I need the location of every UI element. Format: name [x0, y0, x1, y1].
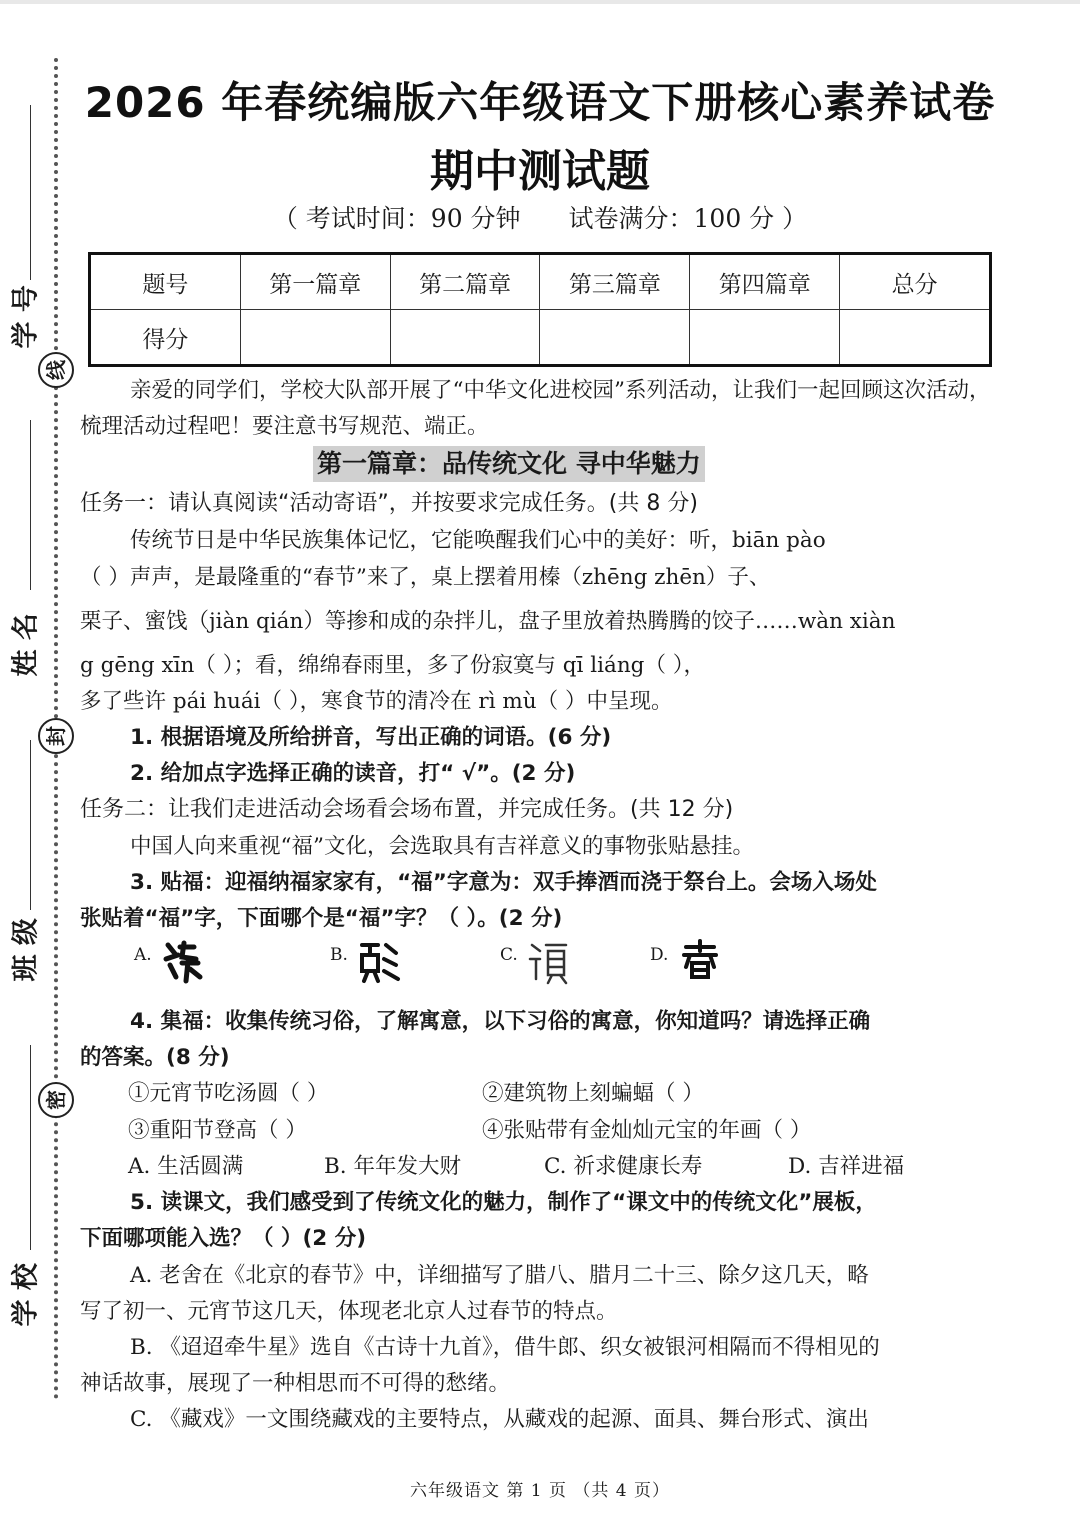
- option-d-label: D.: [650, 945, 669, 965]
- question-4-line-2: 的答案。(8 分): [80, 1045, 230, 1070]
- score-header-cell: 第二篇章: [390, 254, 540, 310]
- score-header-cell: 第四篇章: [690, 254, 840, 310]
- score-header-cell: 总分: [840, 254, 991, 310]
- score-table: [88, 252, 992, 367]
- question-5-line-1: 5. 读课文，我们感受到了传统文化的魅力，制作了“课文中的传统文化”展板，: [130, 1190, 877, 1215]
- score-cell[interactable]: [840, 310, 991, 366]
- question-2: 2. 给加点字选择正确的读音，打“ √”。(2 分): [130, 761, 576, 786]
- passage-line-2: （ ）声声，是最隆重的“春节”来了，桌上摆着用榛（zhēng zhēn）子、: [80, 565, 771, 590]
- full-score: 试卷满分：100 分 ）: [568, 204, 808, 233]
- class-label: 班 级: [10, 918, 42, 982]
- score-cell[interactable]: [390, 310, 540, 366]
- task1-title: 任务一：请认真阅读“活动寄语”，并按要求完成任务。(共 8 分): [80, 491, 698, 516]
- task2-intro: 中国人向来重视“福”文化，会选取具有吉祥意义的事物张贴悬挂。: [130, 834, 754, 859]
- school-label: 学 校: [10, 1263, 42, 1327]
- option-c-label: C.: [500, 945, 518, 965]
- q5-option-a-line-1: A. 老舍在《北京的春节》中，详细描写了腊八、腊月二十三、除夕这几天，略: [130, 1263, 869, 1288]
- student-id-label: 学 号: [10, 285, 42, 349]
- name-label: 姓 名: [10, 613, 42, 677]
- seal-mi: 密: [38, 1082, 74, 1118]
- seal-feng: 封: [38, 718, 74, 754]
- score-table-score-row: [90, 310, 991, 366]
- score-cell[interactable]: [690, 310, 840, 366]
- score-cell[interactable]: [240, 310, 390, 366]
- exam-time: （ 考试时间：90 分钟: [272, 204, 521, 233]
- exam-info: [80, 199, 1000, 235]
- ancient-glyph-c-icon: [526, 937, 574, 985]
- score-table-header-row: [90, 254, 991, 310]
- top-border: [0, 0, 1080, 4]
- question-3-line-1: 3. 贴福：迎福纳福家家有，“福”字意为：双手捧酒而浇于祭台上。会场入场处: [130, 870, 877, 895]
- q4-item-4: ④张贴带有金灿灿元宝的年画（ ）: [482, 1118, 812, 1143]
- option-c[interactable]: [500, 945, 518, 965]
- chapter1-heading: 第一篇章：品传统文化 寻中华魅力: [313, 446, 705, 482]
- ancient-glyph-b-icon: [356, 937, 404, 985]
- question-3-options: [120, 945, 820, 1005]
- passage-line-3: 栗子、蜜饯（jiàn qián）等掺和成的杂拌儿，盘子里放着热腾腾的饺子……wàn xiàn: [80, 609, 896, 634]
- q4-item-2: ②建筑物上刻蝙蝠（ ）: [482, 1081, 704, 1106]
- passage-line-5: 多了些许 pái huái（ ），寒食节的清冷在 rì mù（ ）中呈现。: [80, 689, 673, 714]
- option-d[interactable]: [650, 945, 668, 965]
- q4-choice-b: B. 年年发大财: [324, 1154, 461, 1179]
- q5-option-b-line-1: B. 《迢迢牵牛星》选自《古诗十九首》，借牛郎、织女被银河相隔而不得相见的: [130, 1335, 880, 1360]
- q4-choice-d: D. 吉祥进福: [788, 1154, 905, 1179]
- score-cell[interactable]: [540, 310, 690, 366]
- option-b[interactable]: [330, 945, 348, 965]
- exam-subtitle: 期中测试题: [430, 146, 650, 197]
- exam-title: 2026 年春统编版六年级语文下册核心素养试卷: [84, 78, 996, 127]
- score-header-cell: 第一篇章: [240, 254, 390, 310]
- q4-item-1: ①元宵节吃汤圆（ ）: [128, 1081, 329, 1106]
- q5-option-c-line-1: C. 《藏戏》一文围绕藏戏的主要特点，从藏戏的起源、面具、舞台形式、演出: [130, 1407, 869, 1432]
- ancient-glyph-a-icon: [160, 937, 208, 985]
- task2-title: 任务二：让我们走进活动会场看会场布置，并完成任务。(共 12 分): [80, 797, 734, 822]
- question-5-line-2: 下面哪项能入选？（ ）(2 分): [80, 1226, 367, 1251]
- passage-line-4: g gēng xīn（ ）；看，绵绵春雨里，多了份寂寞与 qī liáng（ ），: [80, 653, 706, 678]
- school-line: [30, 1045, 31, 1250]
- name-line: [30, 420, 31, 590]
- option-a-label: A.: [134, 945, 152, 965]
- option-a[interactable]: [134, 945, 152, 965]
- ancient-glyph-d-icon: [676, 937, 724, 985]
- intro-paragraph: 亲爱的同学们，学校大队部开展了“中华文化进校园”系列活动，让我们一起回顾这次活动，梳理活动过程吧！要注意书写规范、端正。: [80, 378, 991, 439]
- binding-margin: [0, 0, 78, 1527]
- q5-option-b-line-2: 神话故事，展现了一种相思而不可得的愁绪。: [80, 1371, 511, 1396]
- seal-xian: 线: [38, 352, 74, 388]
- student-id-line: [30, 105, 31, 280]
- question-3-line-2: 张贴着“福”字，下面哪个是“福”字？（ ）。(2 分): [80, 906, 563, 931]
- class-line: [30, 740, 31, 910]
- q4-item-3: ③重阳节登高（ ）: [128, 1118, 307, 1143]
- option-b-label: B.: [330, 945, 348, 965]
- passage-line-1: 传统节日是中华民族集体记忆，它能唤醒我们心中的美好：听，biān pào: [130, 528, 826, 553]
- question-4-line-1: 4. 集福：收集传统习俗，了解寓意，以下习俗的寓意，你知道吗？请选择正确: [130, 1009, 871, 1034]
- score-header-cell: 题号: [90, 254, 241, 310]
- question-1: 1. 根据语境及所给拼音，写出正确的词语。(6 分): [130, 725, 612, 750]
- page-footer: 六年级语文 第 1 页 （共 4 页）: [409, 1481, 671, 1501]
- score-row-label: 得分: [90, 310, 241, 366]
- score-header-cell: 第三篇章: [540, 254, 690, 310]
- q4-choice-c: C. 祈求健康长寿: [544, 1154, 703, 1179]
- q5-option-a-line-2: 写了初一、元宵节这几天，体现老北京人过春节的特点。: [80, 1299, 618, 1324]
- q4-choice-a: A. 生活圆满: [128, 1154, 244, 1179]
